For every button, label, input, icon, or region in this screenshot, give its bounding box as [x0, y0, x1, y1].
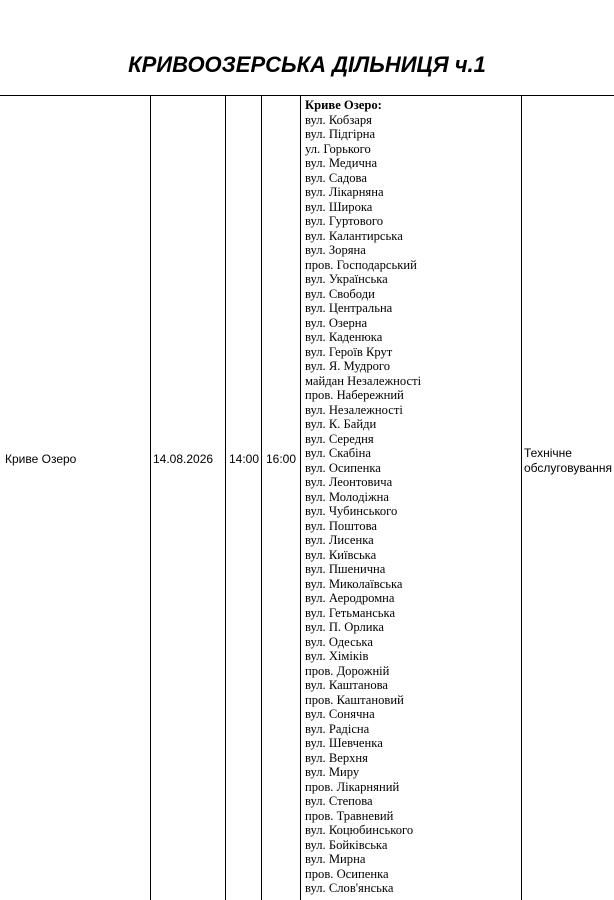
street-item: вул. П. Орлика	[305, 620, 384, 634]
street-item: вул. Пшенична	[305, 562, 386, 576]
time-from-cell: 14:00	[229, 452, 260, 466]
column-divider	[150, 95, 151, 900]
street-item: вул. Центральна	[305, 301, 393, 315]
schedule-table	[0, 95, 614, 900]
street-item: ул. Горького	[305, 141, 371, 156]
street-item: пров. Осипенка	[305, 866, 389, 881]
street-item: вул. Леонтовича	[305, 475, 393, 489]
page-title: КРИВООЗЕРСЬКА ДІЛЬНИЦЯ ч.1	[128, 52, 486, 77]
street-item: вул. Кобзаря	[305, 112, 372, 127]
street-item: вул. Степова	[305, 794, 373, 808]
street-item: вул. Аеродромна	[305, 591, 395, 605]
street-item: пров. Травневий	[305, 808, 394, 823]
street-item: вул. Миру	[305, 765, 360, 779]
street-item: пров. Дорожній	[305, 663, 390, 678]
street-item: вул. Широка	[305, 199, 373, 214]
work-type-line: Технічне	[524, 446, 572, 460]
date-cell: 14.08.2026	[153, 452, 214, 466]
street-item: вул. Зоряна	[305, 243, 366, 257]
street-item: вул. Скабіна	[305, 446, 371, 460]
street-item: вул. Українська	[305, 272, 388, 286]
street-item: вул. Озерна	[305, 315, 368, 330]
street-item: вул. Лисенка	[305, 533, 374, 547]
street-item: вул. Верхня	[305, 750, 368, 765]
street-item: вул. Медична	[305, 156, 378, 170]
streets-cell	[305, 98, 519, 896]
street-item: вул. Каштанова	[305, 678, 389, 692]
street-item: вул. К. Байди	[305, 417, 377, 431]
street-item: вул. Свободи	[305, 286, 375, 301]
street-item: вул. Садова	[305, 170, 367, 185]
street-item: вул. Бойківська	[305, 837, 388, 852]
street-item: майдан Незалежності	[305, 373, 422, 388]
street-item: вул. Шевченка	[305, 736, 383, 750]
street-item: вул. Калантирська	[305, 228, 403, 243]
settlement-cell: Криве Озеро	[5, 452, 77, 466]
street-item: пров. Набережний	[305, 388, 404, 402]
column-divider	[261, 95, 262, 900]
street-item: вул. Гуртового	[305, 214, 384, 228]
street-item: пров. Лікарняний	[305, 779, 400, 794]
street-item: вул. Сонячна	[305, 707, 375, 721]
column-divider	[521, 95, 522, 900]
street-item: вул. Поштова	[305, 518, 377, 533]
column-divider	[300, 95, 301, 900]
street-item: вул. Незалежності	[305, 402, 403, 417]
street-item: вул. Я. Мудрого	[305, 359, 391, 373]
street-item: вул. Київська	[305, 547, 377, 562]
street-item: вул. Осипенка	[305, 460, 381, 475]
street-item: вул. Радісна	[305, 721, 370, 736]
street-item: вул. Чубинського	[305, 504, 398, 518]
street-item: вул. Молодіжна	[305, 489, 390, 504]
time-to-cell: 16:00	[266, 452, 297, 466]
street-item: вул. Слов'янська	[305, 881, 394, 895]
street-item: вул. Каденюка	[305, 330, 383, 344]
street-item: вул. Миколаївська	[305, 576, 403, 591]
work-type-line: обслуговування	[524, 461, 612, 475]
column-divider	[225, 95, 226, 900]
street-item: вул. Коцюбинського	[305, 823, 414, 837]
work-type-cell	[524, 446, 612, 476]
street-item: вул. Хіміків	[305, 649, 369, 663]
street-item: пров. Каштановий	[305, 692, 404, 707]
street-item: вул. Лікарняна	[305, 185, 384, 199]
street-item: вул. Гетьманська	[305, 605, 396, 620]
street-item: вул. Середня	[305, 431, 374, 446]
street-item: вул. Одеська	[305, 634, 373, 649]
street-item: вул. Підгірна	[305, 127, 376, 141]
locality-heading: Криве Озеро:	[305, 98, 382, 112]
street-item: вул. Мирна	[305, 852, 366, 866]
street-item: вул. Героїв Крут	[305, 344, 393, 359]
street-item: пров. Господарський	[305, 257, 417, 272]
